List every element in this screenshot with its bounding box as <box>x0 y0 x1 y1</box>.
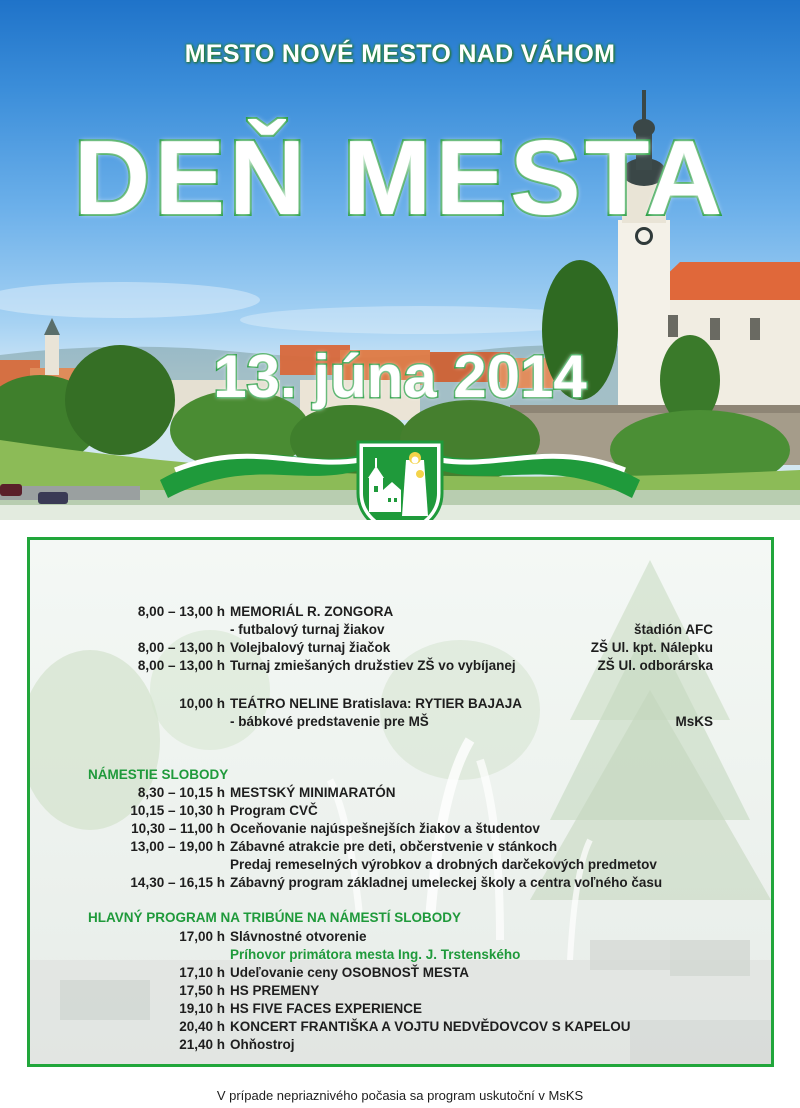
schedule-time: 21,40 h <box>179 1037 225 1052</box>
schedule-time: 19,10 h <box>179 1001 225 1016</box>
schedule-time: 14,30 – 16,15 h <box>130 875 225 890</box>
schedule-row <box>30 657 771 675</box>
schedule-event: Slávnostné otvorenie <box>230 929 367 944</box>
schedule-row <box>30 982 771 1000</box>
schedule-time: 8,00 – 13,00 h <box>137 604 225 619</box>
city-name: MESTO NOVÉ MESTO NAD VÁHOM <box>184 40 616 68</box>
schedule-event: Oceňovanie najúspešnejších žiakov a študentov <box>230 821 540 836</box>
schedule-row <box>30 838 771 856</box>
schedule-row <box>30 603 771 621</box>
section-heading-square: NÁMESTIE SLOBODY <box>88 767 229 782</box>
schedule-venue: ZŠ Ul. odborárska <box>597 658 713 673</box>
program-box <box>27 537 774 1067</box>
event-title: DEŇ MESTA <box>73 119 727 237</box>
weather-note: V prípade nepriaznivého počasia sa program uskutoční v MsKS <box>216 1088 584 1103</box>
schedule-time: 8,00 – 13,00 h <box>137 640 225 655</box>
coat-of-arms-icon <box>354 438 446 520</box>
schedule-time: 17,50 h <box>179 983 225 998</box>
schedule-time: 8,00 – 13,00 h <box>137 658 225 673</box>
schedule-event: MESTSKÝ MINIMARATÓN <box>230 785 396 800</box>
schedule-event: KONCERT FRANTIŠKA A VOJTU NEDVĚDOVCOV S KAPELOU <box>230 1019 631 1034</box>
schedule-row <box>30 713 771 731</box>
schedule-row <box>30 1018 771 1036</box>
schedule-event: Ohňostroj <box>230 1037 295 1052</box>
schedule-row <box>30 695 771 713</box>
schedule-time: 13,00 – 19,00 h <box>130 839 225 854</box>
event-date: 13. júna 2014 <box>213 343 587 410</box>
hero-photo <box>0 0 800 520</box>
schedule-event: Predaj remeselných výrobkov a drobných darčekových predmetov <box>230 857 657 872</box>
schedule-time: 10,00 h <box>179 696 225 711</box>
schedule-row <box>30 928 771 946</box>
schedule-venue: ZŠ Ul. kpt. Nálepku <box>590 640 713 655</box>
schedule-time: 20,40 h <box>179 1019 225 1034</box>
schedule-event: Udeľovanie ceny OSOBNOSŤ MESTA <box>230 965 469 980</box>
schedule-event: HS FIVE FACES EXPERIENCE <box>230 1001 423 1016</box>
schedule-event: Príhovor primátora mesta Ing. J. Trstenského <box>230 947 521 962</box>
schedule-event: - futbalový turnaj žiakov <box>230 622 385 637</box>
schedule-event: Turnaj zmiešaných družstiev ZŠ vo vybíjanej <box>230 658 516 673</box>
schedule-event: Zábavný program základnej umeleckej školy a centra voľného času <box>230 875 663 890</box>
schedule-row <box>30 802 771 820</box>
schedule-event: Zábavné atrakcie pre deti, občerstvenie v stánkoch <box>230 839 558 854</box>
schedule-time: 10,30 – 11,00 h <box>131 821 225 836</box>
schedule-time: 17,10 h <box>179 965 225 980</box>
schedule-row <box>30 874 771 892</box>
section-heading-tribune: HLAVNÝ PROGRAM NA TRIBÚNE NA NÁMESTÍ SLOBODY <box>88 910 462 925</box>
schedule-row <box>30 946 771 964</box>
schedule-time: 10,15 – 10,30 h <box>130 803 225 818</box>
schedule-event: TEÁTRO NELINE Bratislava: RYTIER BAJAJA <box>230 696 523 711</box>
schedule-venue: štadión AFC <box>634 622 713 637</box>
schedule-event: Program CVČ <box>230 803 318 818</box>
schedule-row <box>30 820 771 838</box>
schedule-time: 8,30 – 10,15 h <box>137 785 225 800</box>
program-schedule <box>30 540 771 1064</box>
schedule-event: MEMORIÁL R. ZONGORA <box>230 604 394 619</box>
schedule-row <box>30 639 771 657</box>
schedule-row <box>30 856 771 874</box>
schedule-row <box>30 964 771 982</box>
schedule-time: 17,00 h <box>179 929 225 944</box>
schedule-row <box>30 621 771 639</box>
schedule-row <box>30 1036 771 1054</box>
schedule-event: HS PREMENY <box>230 983 320 998</box>
schedule-event: - bábkové predstavenie pre MŠ <box>230 714 429 729</box>
schedule-row <box>30 784 771 802</box>
schedule-event: Volejbalový turnaj žiačok <box>230 640 391 655</box>
schedule-venue: MsKS <box>675 714 713 729</box>
schedule-row <box>30 1000 771 1018</box>
